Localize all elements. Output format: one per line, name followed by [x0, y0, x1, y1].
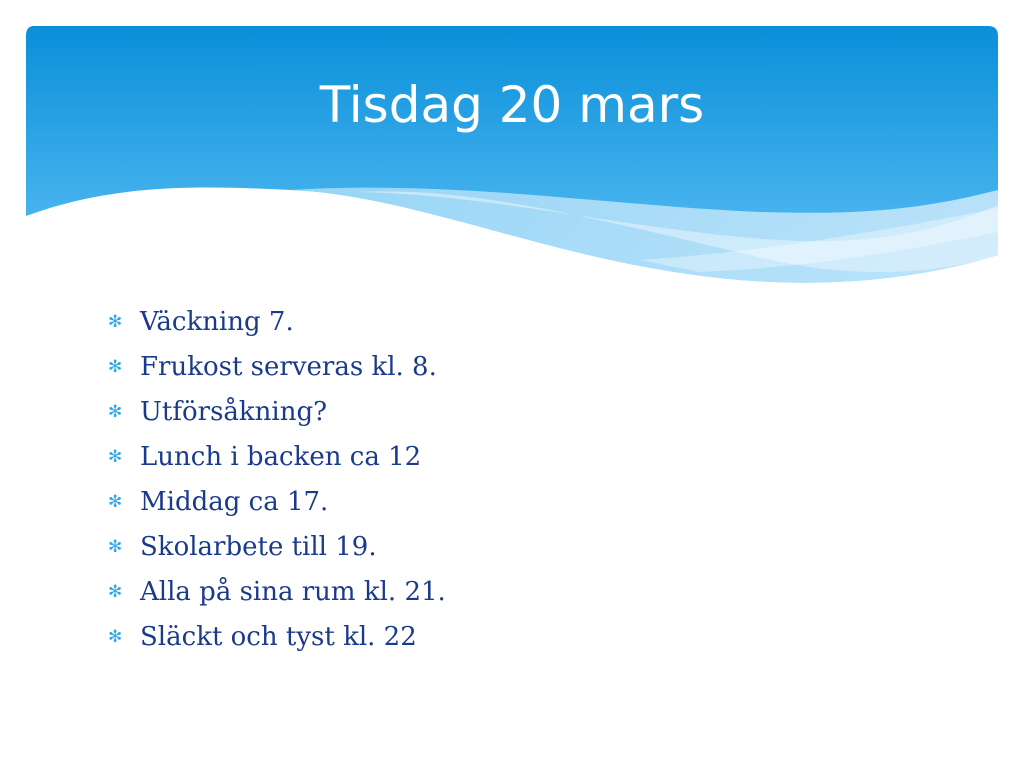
- list-item-text: Släckt och tyst kl. 22: [140, 622, 417, 652]
- list-item: [108, 615, 446, 660]
- list-item: [108, 345, 446, 390]
- asterisk-bullet-icon: ✻: [108, 627, 123, 647]
- list-item-text: Alla på sina rum kl. 21.: [140, 577, 446, 607]
- list-item: [108, 570, 446, 615]
- header-wave-banner: [0, 0, 1024, 300]
- list-item-text: Skolarbete till 19.: [140, 532, 377, 562]
- list-item-text: Middag ca 17.: [140, 487, 329, 517]
- bullet-list: [108, 300, 446, 660]
- list-item-text: Utförsåkning?: [140, 397, 328, 427]
- asterisk-bullet-icon: ✻: [108, 312, 123, 332]
- list-item: [108, 435, 446, 480]
- list-item: [108, 300, 446, 345]
- list-item-text: Frukost serveras kl. 8.: [140, 352, 437, 382]
- asterisk-bullet-icon: ✻: [108, 582, 123, 602]
- asterisk-bullet-icon: ✻: [108, 357, 123, 377]
- asterisk-bullet-icon: ✻: [108, 447, 123, 467]
- list-item-text: Lunch i backen ca 12: [140, 442, 422, 472]
- list-item: [108, 390, 446, 435]
- list-item: [108, 480, 446, 525]
- asterisk-bullet-icon: ✻: [108, 402, 123, 422]
- asterisk-bullet-icon: ✻: [108, 492, 123, 512]
- slide-title: Tisdag 20 mars: [319, 76, 705, 134]
- list-item-text: Väckning 7.: [140, 307, 294, 337]
- list-item: [108, 525, 446, 570]
- asterisk-bullet-icon: ✻: [108, 537, 123, 557]
